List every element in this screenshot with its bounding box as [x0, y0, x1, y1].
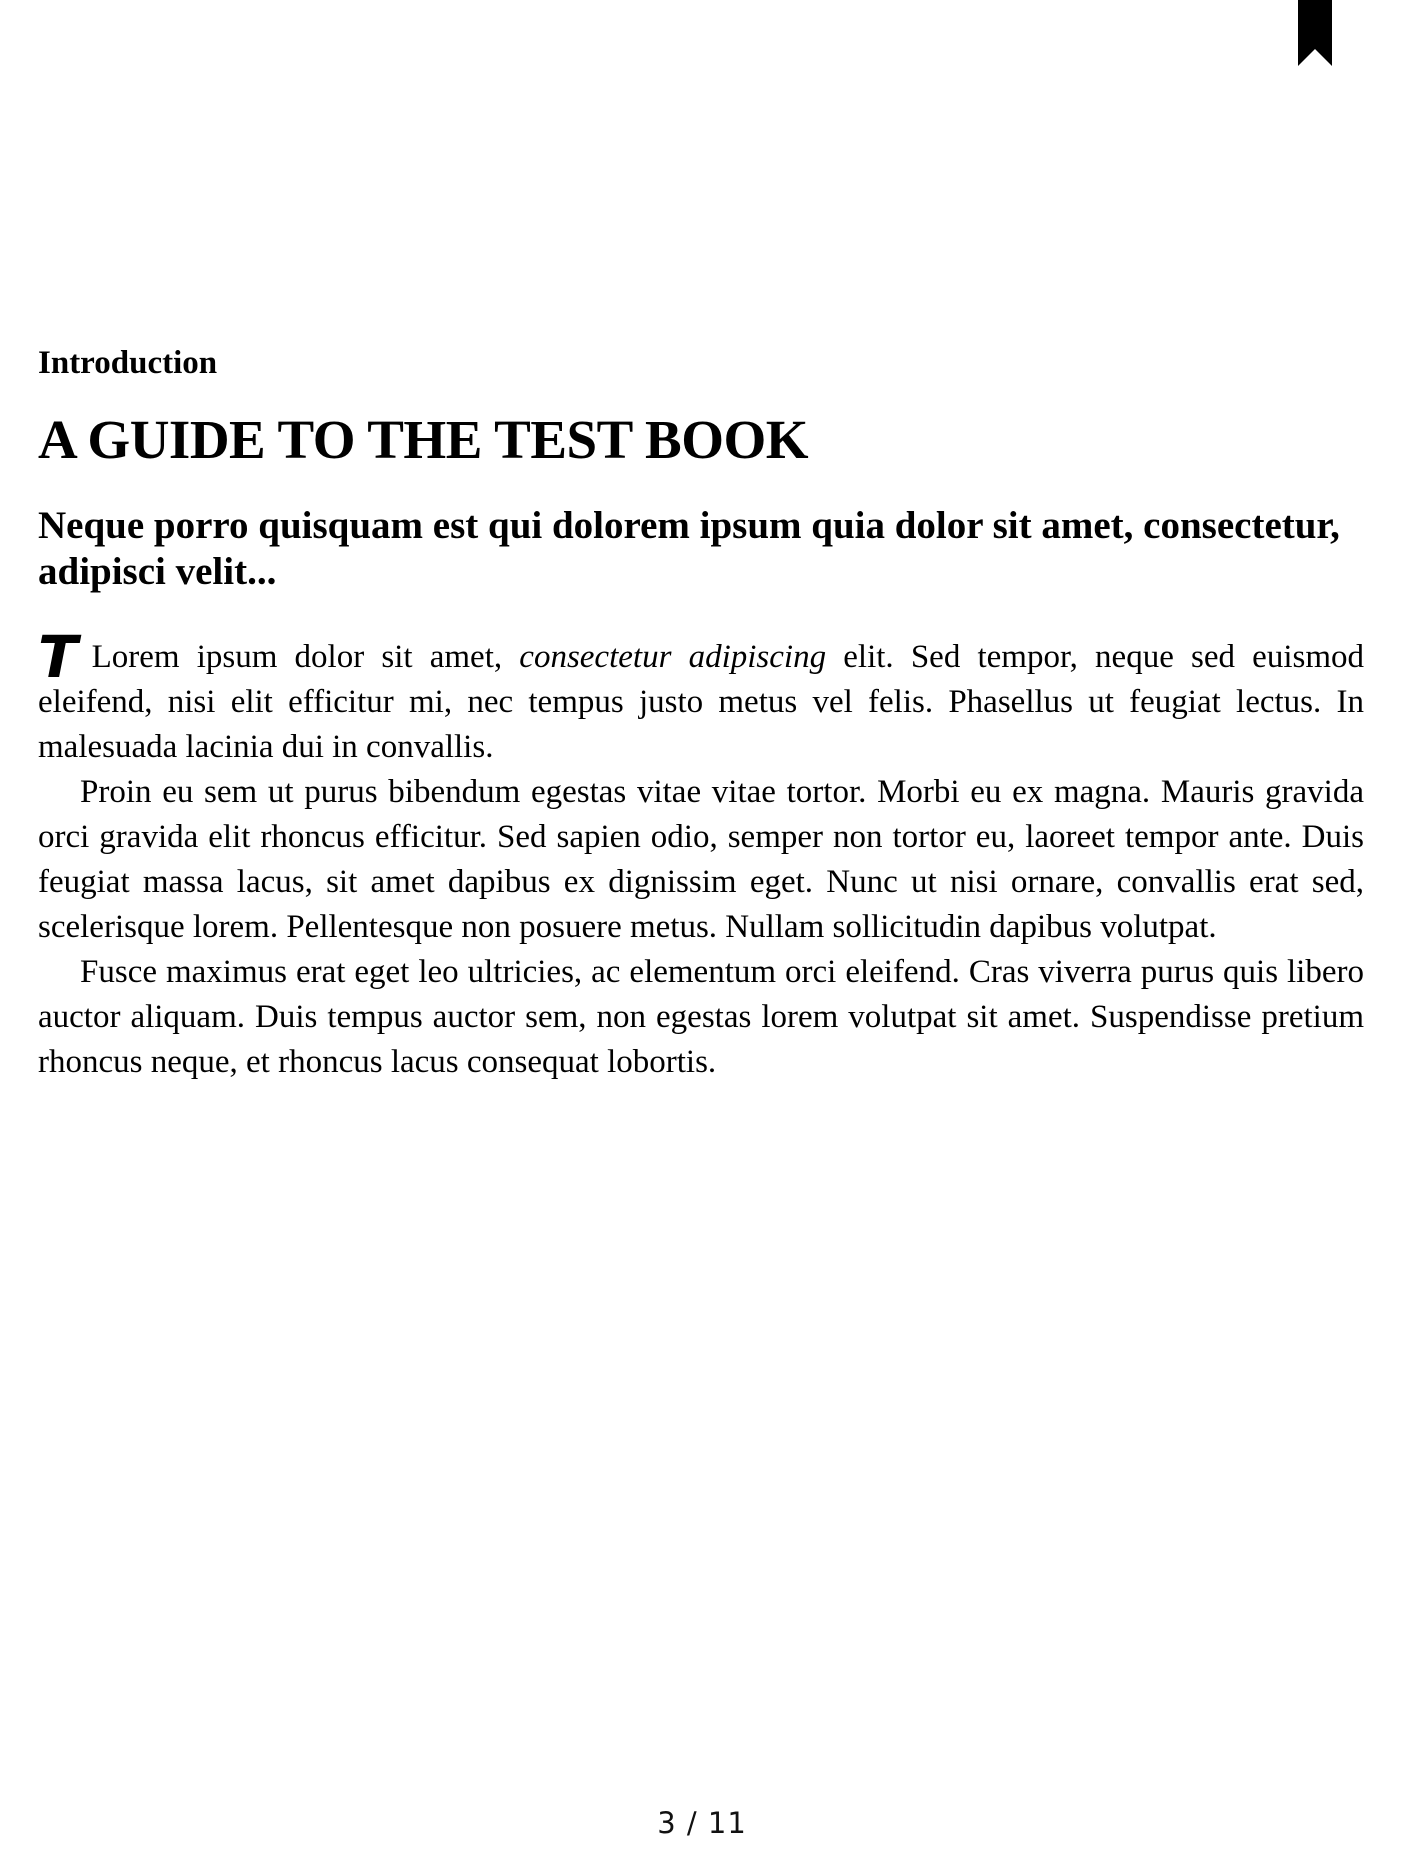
lead-paragraph-text: Lorem ipsum dolor sit amet,: [91, 639, 520, 676]
paragraph: Proin eu sem ut purus bibendum egestas vitae vitae tortor. Morbi eu ex magna. Mauris gravida orci gravida elit rhoncus efficitur. Sed sapien odio, semper non tortor eu, laoreet tempor ante. Duis feugiat massa lacus, sit amet dapibus ex dignissim eget. Nunc ut nisi ornare, convallis erat sed, scelerisque lorem. Pellentesque non posuere metus. Nullam sollicitudin dapibus volutpat.: [38, 774, 1364, 946]
paragraph: Fusce maximus erat eget leo ultricies, ac elementum orci eleifend. Cras viverra purus quis libero auctor aliquam. Duis tempus auctor sem, non egestas lorem volutpat sit amet. Suspendisse pretium rhoncus neque, et rhoncus lacus consequat lobortis.: [38, 954, 1364, 1081]
lead-paragraph-italic-text: consectetur adipiscing: [519, 639, 827, 676]
chapter-subtitle: Neque porro quisquam est qui dolorem ipsum quia dolor sit amet, consectetur, adipisci velit...: [38, 504, 1340, 594]
body-text: [38, 623, 1365, 1085]
chapter-kicker: Introduction: [38, 345, 218, 381]
lead-paragraph: [38, 623, 1365, 770]
page-indicator: 3 / 11: [657, 1806, 747, 1840]
bookmark-icon[interactable]: [1298, 0, 1332, 66]
initial-drop-cap: T: [38, 623, 78, 692]
lead-paragraph-text-cont: elit. Sed tempor, neque sed euismod eleifend, nisi elit efficitur mi, nec tempus justo metus vel felis. Phasellus ut feugiat lectus. In malesuada lacinia dui in convallis.: [38, 639, 1365, 766]
chapter-title: A GUIDE TO THE TEST BOOK: [38, 409, 809, 471]
